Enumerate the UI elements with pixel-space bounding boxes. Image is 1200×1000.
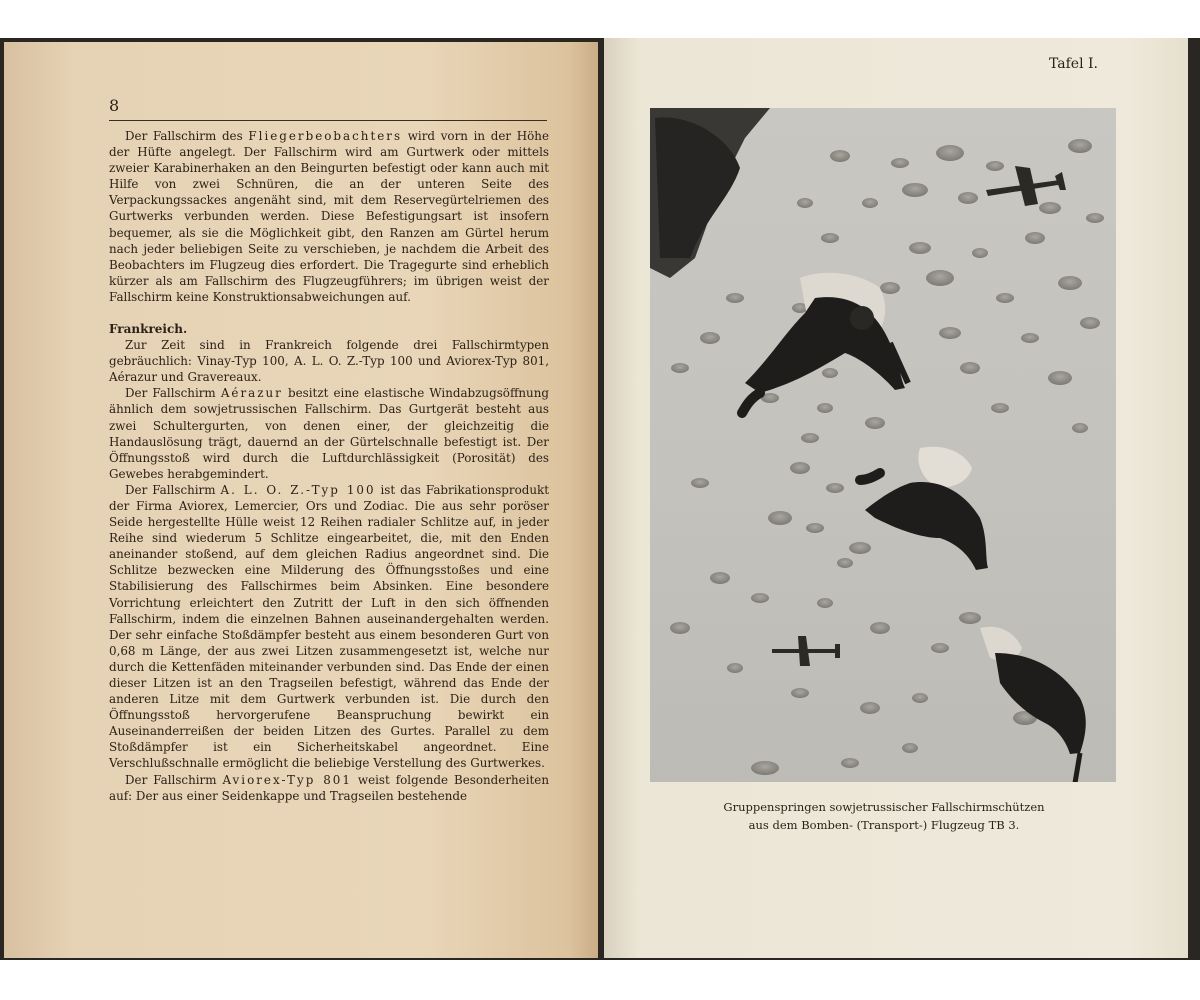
paragraph-text: Der Fallschirm xyxy=(125,386,221,401)
parachutist-upper xyxy=(742,273,908,413)
plate-label: Tafel I. xyxy=(1049,56,1098,72)
photograph-parachutists xyxy=(650,108,1116,782)
aircraft-lower-left xyxy=(772,636,840,666)
caption-line-2: aus dem Bomben- (Transport-) Flugzeug TB 3. xyxy=(748,818,1020,832)
caption-line-1: Gruppenspringen sowjetrussischer Fallschirmschützen xyxy=(723,800,1045,814)
open-book xyxy=(0,38,1200,960)
paragraph-text: Der Fallschirm xyxy=(125,772,223,787)
page-number: 8 xyxy=(109,96,120,115)
paragraph-aviorex xyxy=(109,772,549,804)
paragraph-text: weist folgende Besonderheiten auf: Der aus einer Seidenkappe und Tragseilen bestehende xyxy=(109,772,549,803)
paragraph-observer xyxy=(109,128,549,305)
emphasized-term: Aviorex-Typ 801 xyxy=(222,772,352,787)
paragraph-text: besitzt eine elastische Windabzugsöffnung ähnlich dem sowjetrussischen Fallschirm. Das Gurtgerät besteht aus zwei Schultergurten, von denen einer, der gleichzeitig die Handauslösung trägt, dauernd an der Gürtelschnalle befestigt ist. Der Öffnungsstoß wird durch die Luftdurchlässigkeit (Porosität) des Gewebes herabgemindert. xyxy=(109,386,549,481)
paragraph-text: ist das Fabrikationsprodukt der Firma Aviorex, Lemercier, Ors und Zodiac. Die aus sehr poröser Seide hergestellte Hülle weist 12 Reihen radialer Schlitze auf, in jeder Reihe sind wiederum 5 Schlitze eingearbeitet, die, mit den Enden aneinander stoßend, auf dem gleichen Radius angeordnet sind. Die Schlitze bezwecken eine Milderung des Öffnungsstoßes und eine Stabilisierung des Fallschirmes beim Absinken. Eine besondere Vorrichtung erleichtert den Zutritt der Luft in den sich öffnenden Fallschirm, indem die einzelnen Bahnen auseinandergehalten werden. Der sehr einfache Stoßdämpfer besteht aus einem besonderen Gurt von 0,68 m Länge, der aus zwei Litzen zusammengesetzt ist, welche nur durch die Kettenfäden miteinander verbunden sind. Das Ende der einen dieser Litzen ist an den Tragseilen befestigt, während das Ende der anderen Litze mit dem Gurtwerk verbunden ist. Die durch den Öffnungsstoß hervorgerufene Beanspruchung bewirkt ein Auseinanderreißen der beiden Litzen des Gurtes. Parallel zu dem Stoßdämpfer ist ein Sicherheitskabel angeordnet. Eine Verschlußschnalle ermöglicht die beliebige Verstellung des Gurtwerkes. xyxy=(109,482,550,771)
section-heading: Frankreich. xyxy=(109,322,188,337)
paragraph-text: Der Fallschirm des xyxy=(125,129,249,143)
paragraph-text: Zur Zeit sind in Frankreich folgende drei Fallschirmtypen gebräuchlich: Vinay-Typ 100, A. L. O. Z.-Typ 100 und Aviorex-Typ 801, Aérazur und Gravereaux. xyxy=(109,338,549,385)
emphasized-term: Fliegerbeobachters xyxy=(248,129,403,143)
paragraph-aerazur xyxy=(109,385,549,482)
left-page xyxy=(4,42,598,958)
emphasized-term: A. L. O. Z.-Typ 100 xyxy=(220,482,376,497)
photo-caption xyxy=(704,798,1064,834)
paragraph-text: wird vorn in der Höhe der Hüfte angelegt. Der Fallschirm wird am Gurtwerk oder mittels zweier Karabinerhaken an den Beingurten befestigt oder kann auch mit Hilfe von zwei Schnüren, die an der unteren Seite des Verpackungssackes angenäht sind, mit dem Reservegürtelriemen des Gurtwerks verbunden werden. Diese Befestigungsart ist insofern bequemer, als sie die Möglichkeit gibt, den Ranzen am Gürtel herum nach jeder beliebigen Seite zu verschieben, je nachdem die Arbeit des Beobachters im Flugzeug dies erfordert. Die Tragegurte sind erheblich kürzer als am Fallschirm des Flugzeugführers; im übrigen weist der Fallschirm keine Konstruktionsabweichungen auf. xyxy=(109,129,549,304)
body-text xyxy=(109,128,549,804)
paragraph-types xyxy=(109,337,549,385)
header-rule xyxy=(109,120,547,121)
parachutist-lower xyxy=(980,627,1086,782)
paragraph-aloz xyxy=(109,482,549,772)
photo-illustration xyxy=(650,108,1116,782)
aircraft-top-right xyxy=(986,166,1066,206)
parachutist-middle xyxy=(860,447,988,570)
paragraph-text: Der Fallschirm xyxy=(125,482,221,497)
right-page xyxy=(604,38,1188,958)
emphasized-term: Aérazur xyxy=(220,386,283,401)
